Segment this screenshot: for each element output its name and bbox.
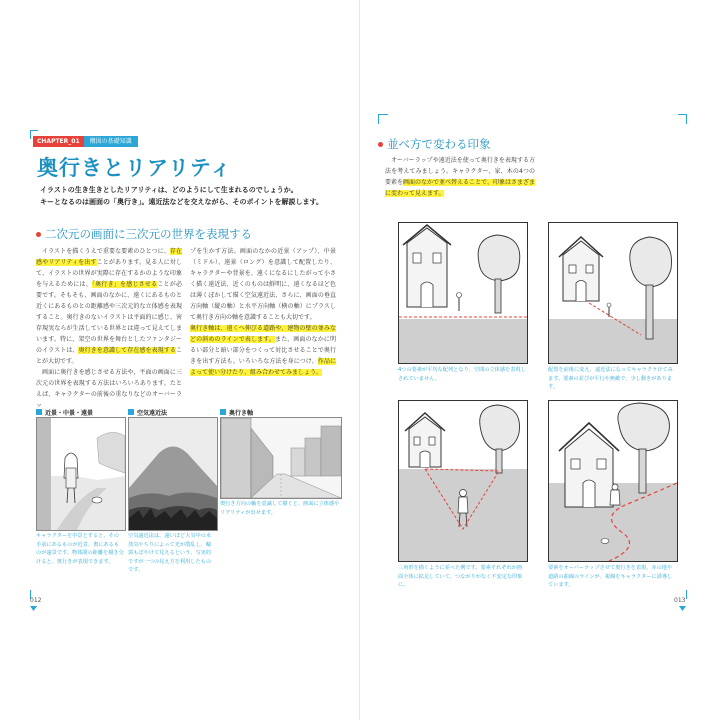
square-bullet-icon: [36, 409, 42, 415]
body-column-2: [190, 246, 336, 378]
body-text: イラストを描くうえで重要な要素のひとつに、: [42, 248, 170, 255]
illustration-triangle-arrangement: [398, 400, 528, 562]
highlight-text: 奥行き軸は、遠くへ伸びる道路や、建物の壁の並みなどの斜めのラインで表します。: [190, 325, 336, 343]
body-text: また、画面のなかに明るい部分と暗い部分をつくって対比させることで奥行きを出す方法も。いろいろな方法を身につけ、: [190, 336, 336, 365]
lead-text: [40, 184, 350, 208]
page-number: 012: [30, 597, 42, 604]
right-intro: [385, 155, 535, 199]
highlight-text: 作品によって使い分けたり、組み合わせてみましょう。: [190, 358, 336, 376]
illustration-caption: 4つの要素が平均な配列となり、空間の立体感を表現しされていません。: [398, 367, 526, 382]
panel-heading-text: 近景・中景・遠景: [45, 409, 94, 417]
guide-line: [30, 130, 31, 139]
square-bullet-icon: [220, 409, 226, 415]
panel-near-mid-far: [36, 407, 126, 577]
guide-line: [686, 590, 687, 599]
chapter-label: CHAPTER_01: [33, 136, 84, 147]
page-number: 013: [674, 597, 686, 604]
guide-line: [378, 114, 388, 115]
illustration-overlap-arrangement: [548, 400, 678, 562]
chapter-tag: [33, 136, 138, 147]
panel-caption: 奥行き方向の軸を意識して描くと、画面に立体感やリアリティが出せます。: [220, 501, 340, 516]
panel-heading: [128, 407, 218, 417]
body-text: ことが必要です。そもそも、画面のなかに、遠くにあるものと近くにあるものとの距離感や三次元的な立体感を表現すること。奥行きのないイラストは平面的に感じ、害存現実ならが生活している世界とは違って見えてしまいます。特に、架空の世界を舞台としたファンタジーのイラストは、: [36, 281, 182, 354]
panel-illustration: [220, 417, 342, 499]
body-text: オーバーラップや遠近法を使って奥行きを表現する方法を考えてみましょう。キャラクター、家、木の4つの要素を: [385, 157, 535, 186]
guide-line: [378, 114, 379, 124]
panel-caption: キャラクターを中景とすると、その手前にあるものが近景、奥にあるものが遠景です。物体間の距離を描き分けると、奥行きが表現できます。: [36, 533, 124, 565]
highlight-text: 奥行きを意識して存在感を表現する: [78, 347, 176, 354]
bullet-dot-icon: [378, 142, 383, 147]
panel-heading: [220, 407, 344, 417]
panel-heading-text: 奥行き軸: [229, 409, 254, 417]
panel-caption: 空気遠近法は、遠いほど大気中の水蒸気やちりによって光が散乱し、輪郭もぼやけて見えるという、写実的ですが一つの見え方を利用したものです。: [128, 533, 212, 573]
body-text: 画面に奥行きを感じさせる方法や、平面の画面に三次元の世界を表現する方法はいろいろあります。たとえば、キャラクターの前後の重なりなどのオーバーラッ: [36, 369, 182, 409]
square-bullet-icon: [128, 409, 134, 415]
section-heading: [36, 226, 252, 242]
guide-line: [678, 114, 687, 115]
guide-line: [30, 130, 38, 131]
panel-heading: [36, 407, 126, 417]
section-heading-text: 二次元の画面に三次元の世界を表現する: [45, 227, 252, 241]
page-marker-icon: [679, 606, 686, 611]
illustration-perspective-arrangement: [548, 222, 678, 364]
panel-illustration: [36, 417, 126, 531]
lead-line: イラストの生き生きとしたリアリティは、どのようにして生まれるのでしょうか。: [40, 186, 298, 194]
panel-heading-text: 空気遠近法: [137, 409, 168, 417]
highlight-text: 「奥行き」を感じさせる: [91, 281, 158, 288]
section-heading: [378, 136, 491, 152]
highlight-text: 画面のなかで並べ替えることで、印象はさまざまに変わって見えます。: [385, 179, 535, 197]
illustration-caption: 三角形を描くように並べた例です。要素それぞれが画面全体に拡足していて、つながりがなく不安定な印象に。: [398, 565, 523, 588]
page-gutter: [359, 0, 360, 720]
panel-illustration: [128, 417, 218, 531]
section-heading-text: 並べ方で変わる印象: [387, 137, 491, 151]
lead-line: キーとなるのは画面の「奥行き」。遠近法などを交えながら、そのポイントを解説します。: [40, 198, 323, 206]
page-title: 奥行きとリアリティ: [37, 156, 233, 180]
panel-aerial-perspective: [128, 407, 218, 577]
body-text: プを生かす方法。画面のなかの近景（アップ）、中景（ミドル）、遠景（ロング）を意識して配置したり、キャラクターや背景を、遠くになるにしたがって小さく描く遠近法、近くのものは鮮明に、遠くなるほど色は薄くぼかして描く空気遠近法、さらに、画面の垂直方向軸（縦の軸）と水平方向軸（横の軸）にプラスして奥行き方向の軸を意識することも大切です。: [190, 248, 336, 321]
bullet-dot-icon: [36, 232, 41, 237]
body-column-1: [36, 246, 182, 411]
guide-line: [686, 114, 687, 124]
page-marker-icon: [30, 606, 37, 611]
highlight-text: 存在感やリアリティを出す: [36, 248, 182, 266]
illustration-caption: 要素をオーバーラップさせて奥行きを表現。赤の地や道路の曲線のラインが、視線をキャラクターに誘導しています。: [548, 565, 673, 588]
illustration-flat-arrangement: [398, 222, 528, 364]
panel-depth-axis: [220, 407, 344, 577]
body-text: ことがあります。見る人に対して、イラストの世界が実際に存在するかのような印象を与えるためには、: [36, 259, 182, 288]
illustration-caption: 配置を前後に変え、遠近法になってキャラクラけてみます。要素の並びが平行や無敵で、少し動きがあります。: [548, 367, 673, 390]
body-text: ことが大切です。: [36, 347, 182, 365]
chapter-subtitle: 構図の基礎知識: [84, 136, 138, 147]
